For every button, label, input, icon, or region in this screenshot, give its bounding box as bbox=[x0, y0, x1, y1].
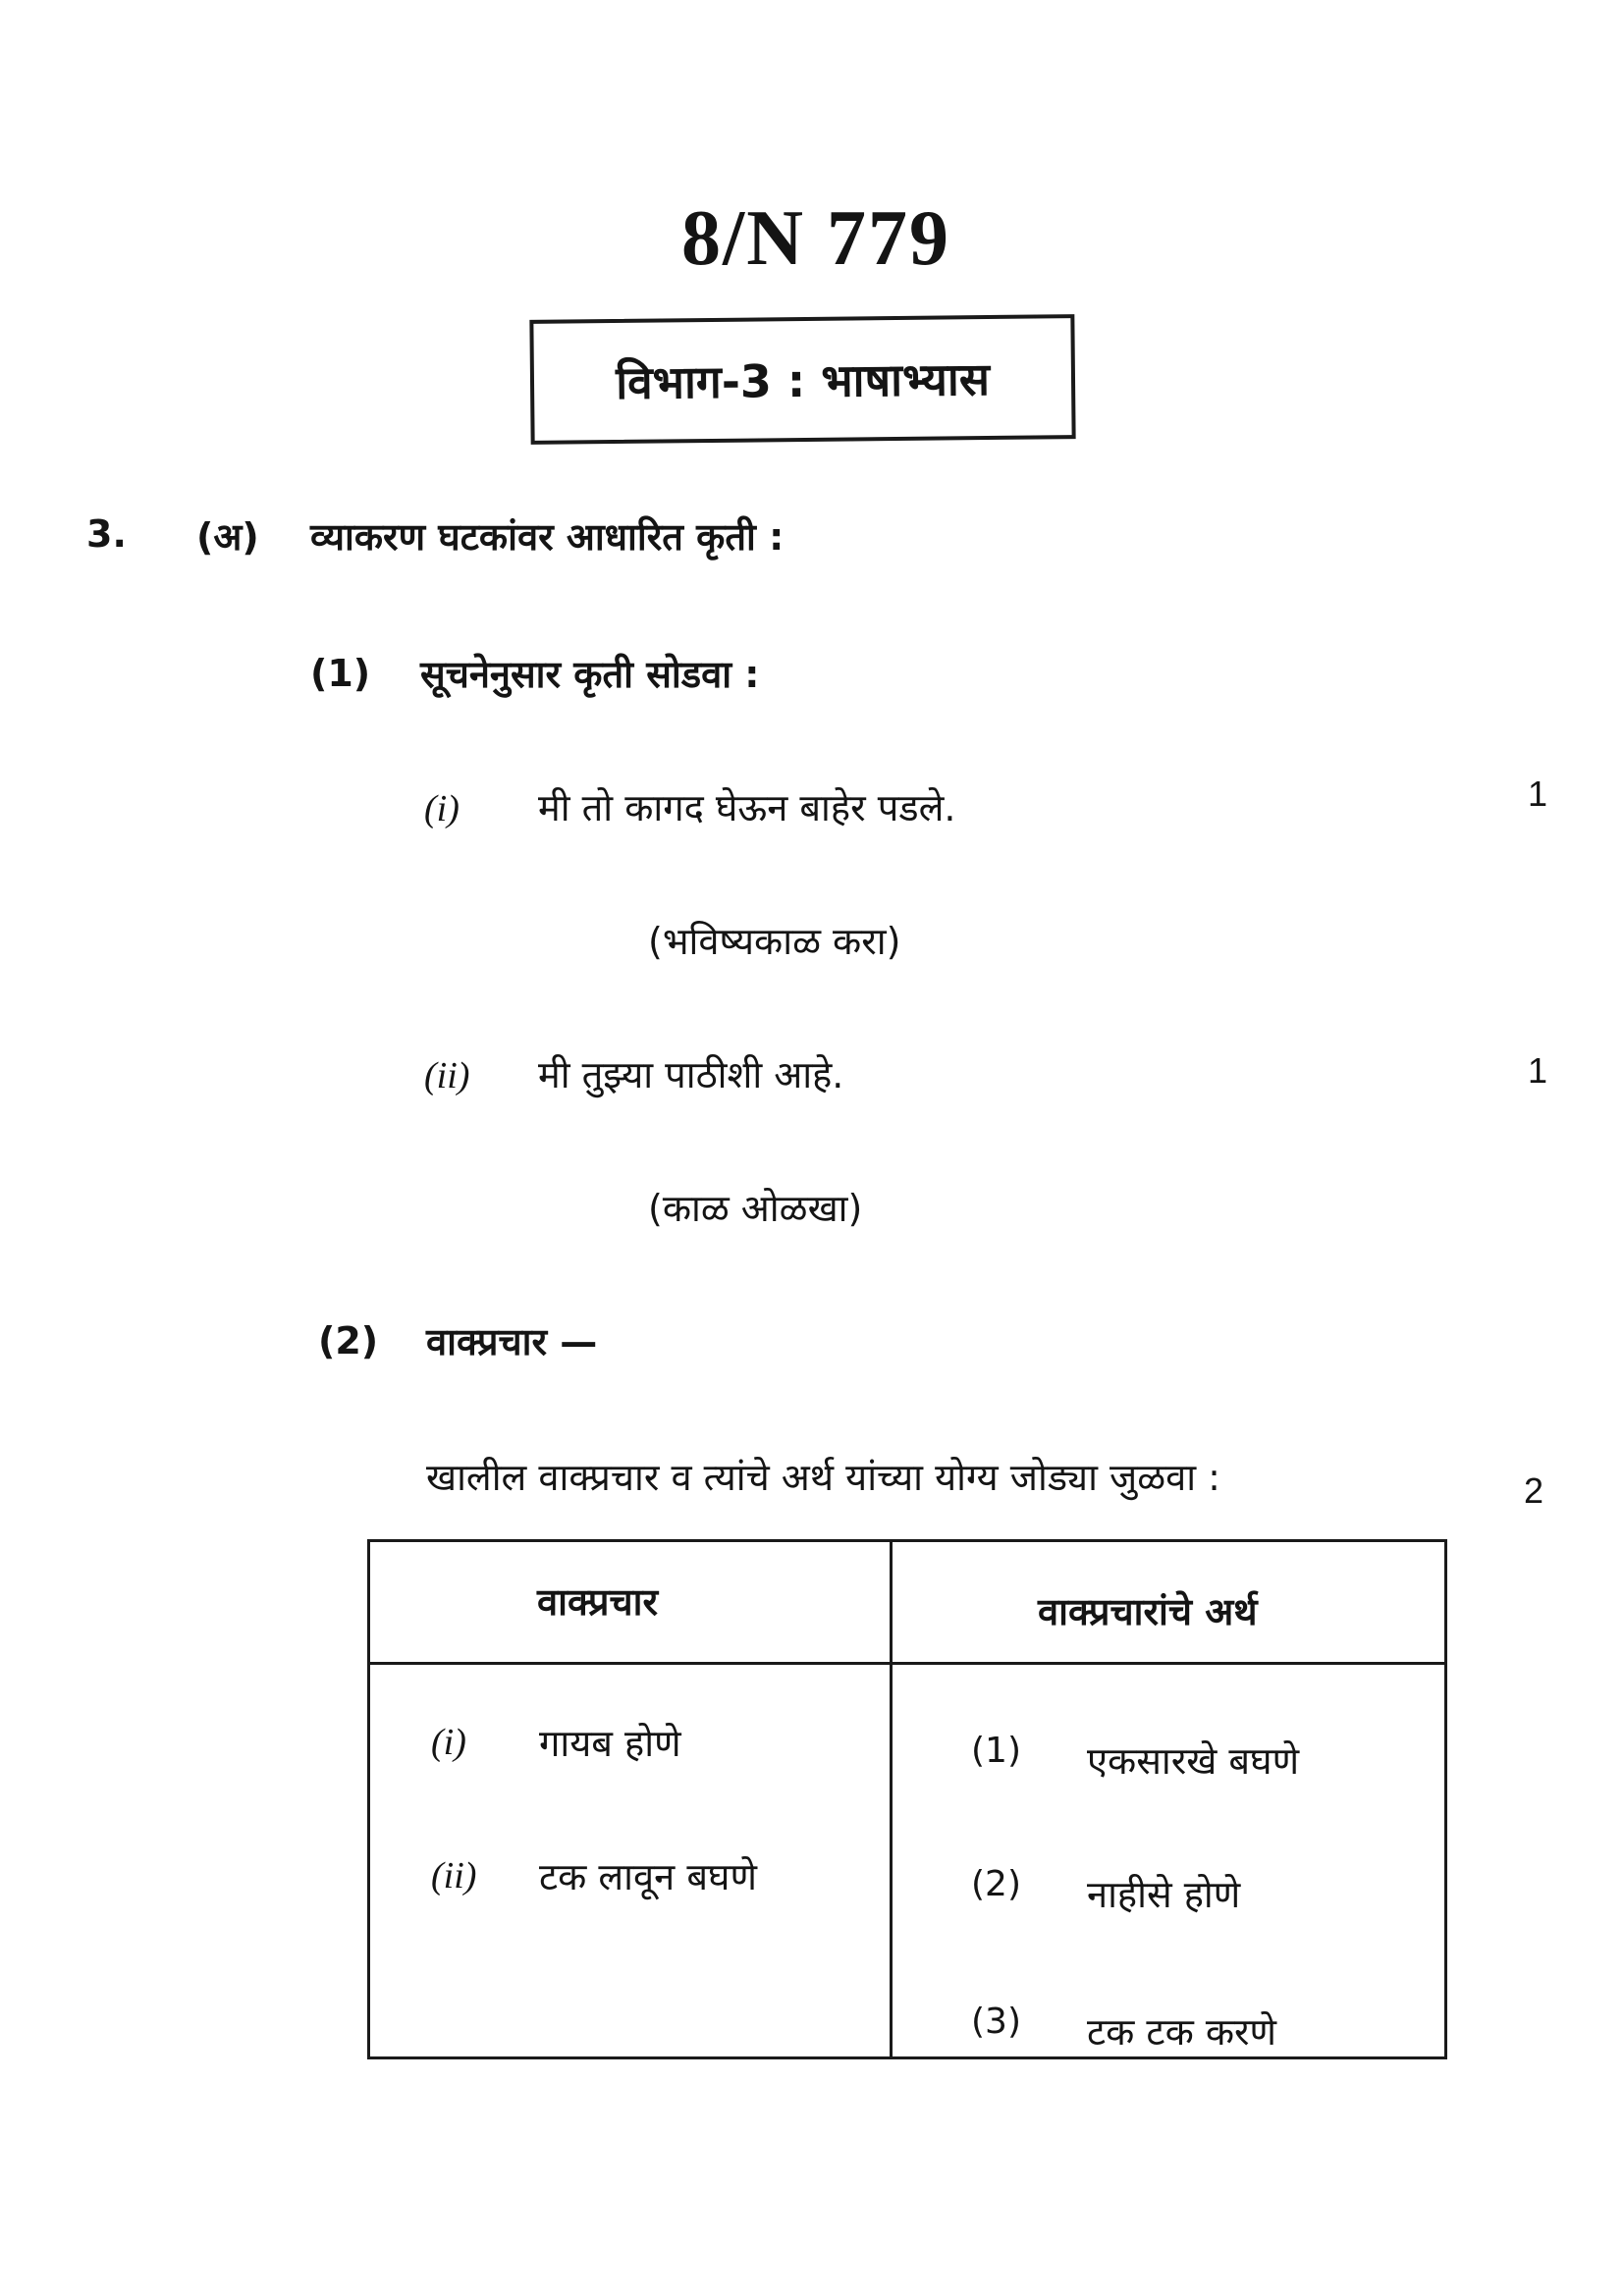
q1-item-1-hint: (भविष्यकाळ करा) bbox=[648, 920, 901, 963]
meaning-label-1: (1) bbox=[971, 1731, 1021, 1771]
meaning-text-2: नाहीसे होणे bbox=[1087, 1873, 1241, 1916]
q1-item-1-text: मी तो कागद घेऊन बाहेर पडले. bbox=[538, 786, 956, 829]
phrase-text-2: टक लावून बघणे bbox=[539, 1855, 757, 1898]
meaning-text-1: एकसारखे बघणे bbox=[1087, 1739, 1300, 1783]
question-number: 3. bbox=[86, 512, 127, 556]
paper-code: 8/N 779 bbox=[681, 195, 950, 282]
q1-item-2-hint: (काळ ओळखा) bbox=[648, 1187, 863, 1230]
section-title-box bbox=[529, 314, 1075, 445]
phrase-text-1: गायब होणे bbox=[539, 1722, 681, 1765]
part-label: (अ) bbox=[196, 515, 259, 559]
match-table bbox=[367, 1539, 1447, 2059]
table-header-divider bbox=[370, 1662, 1444, 1665]
meaning-text-3: टक टक करणे bbox=[1087, 2010, 1277, 2054]
phrase-label-2: (ii) bbox=[431, 1855, 477, 1896]
q1-item-1-marks: 1 bbox=[1528, 774, 1548, 814]
q2-title: वाक्प्रचार — bbox=[426, 1320, 598, 1363]
q1-item-2-label: (ii) bbox=[424, 1055, 470, 1096]
table-header-meanings: वाक्प्रचारांचे अर्थ bbox=[1038, 1590, 1258, 1633]
q1-item-2-text: मी तुझ्या पाठीशी आहे. bbox=[538, 1053, 844, 1096]
q1-instruction: सूचनेनुसार कृती सोडवा : bbox=[420, 653, 760, 696]
part-title: व्याकरण घटकांवर आधारित कृती : bbox=[310, 515, 785, 559]
phrase-label-1: (i) bbox=[431, 1722, 466, 1763]
q2-label: (2) bbox=[318, 1319, 379, 1362]
meaning-label-2: (2) bbox=[971, 1864, 1021, 1904]
q1-item-1-label: (i) bbox=[424, 788, 460, 829]
table-column-divider bbox=[890, 1542, 893, 2056]
table-header-phrases: वाक्प्रचार bbox=[537, 1580, 659, 1624]
q1-item-2-marks: 1 bbox=[1528, 1050, 1548, 1091]
section-title: विभाग-3 : भाषाभ्यास bbox=[615, 351, 991, 409]
q2-marks: 2 bbox=[1524, 1470, 1544, 1511]
q1-label: (1) bbox=[310, 652, 371, 695]
q2-instruction: खालील वाक्प्रचार व त्यांचे अर्थ यांच्या योग्य जोड्या जुळवा : bbox=[426, 1456, 1220, 1499]
meaning-label-3: (3) bbox=[971, 2002, 1021, 2042]
